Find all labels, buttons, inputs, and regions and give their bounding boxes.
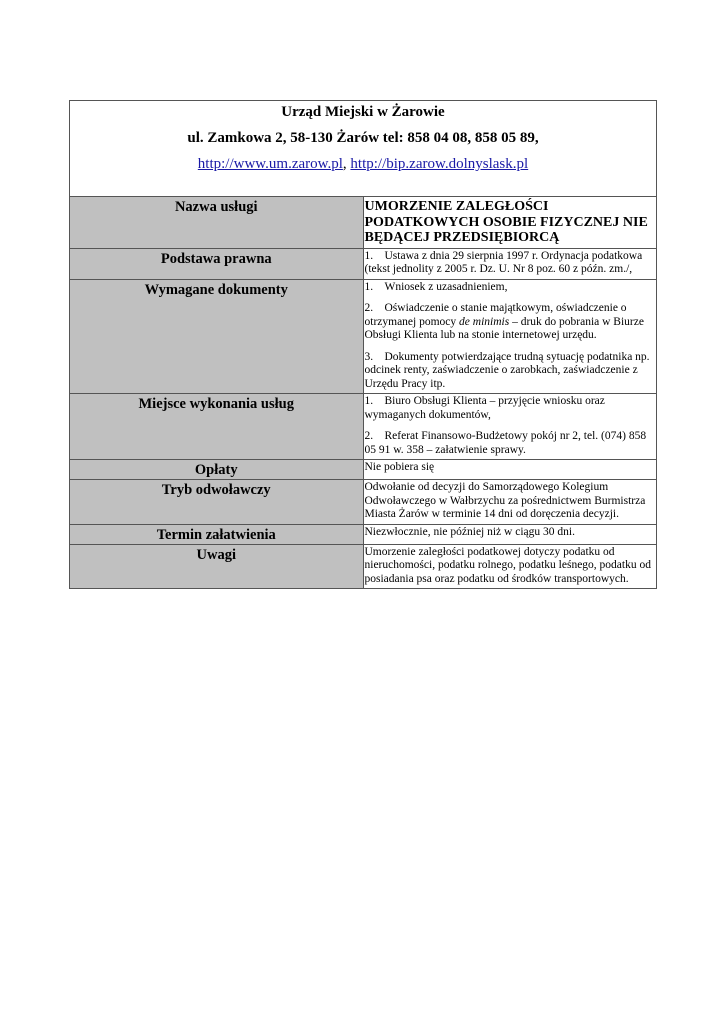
list-item: [365, 395, 655, 422]
row-termin: [70, 524, 657, 544]
item-italic-text: de minimis: [459, 315, 510, 328]
label-oplaty: Opłaty: [70, 460, 364, 480]
link-separator: ,: [342, 156, 351, 172]
item-text: Wniosek z uzasadnieniem,: [384, 280, 508, 293]
list-item: [365, 302, 655, 343]
value-dokumenty: [363, 279, 657, 394]
label-termin: Termin załatwienia: [70, 524, 364, 544]
item-number: 2.: [364, 302, 374, 314]
list-item: [365, 430, 655, 457]
item-number: 1.: [364, 249, 374, 262]
label-uwagi: Uwagi: [70, 544, 364, 589]
item-text: Referat Finansowo-Budżetowy pokój nr 2, tel. (074) 858 05 91 w. 358 – załatwienie sprawy.: [364, 430, 647, 456]
label-dokumenty: Wymagane dokumenty: [70, 279, 364, 394]
website-link[interactable]: http://www.um.zarow.pl: [197, 156, 343, 172]
value-termin: Niezwłocznie, nie później niż w ciągu 30 dni.: [363, 524, 657, 544]
service-card-table: [69, 100, 657, 589]
item-number: 3.: [364, 350, 374, 363]
item-text: – druk do pobrania w Biurze Obsługi Klienta lub na stonie internetowej urzędu.: [364, 315, 644, 341]
item-number: 2.: [364, 430, 374, 442]
row-tryb: [70, 480, 657, 525]
office-header: [70, 101, 657, 197]
row-oplaty: [70, 460, 657, 480]
value-tryb: Odwołanie od decyzji do Samorządowego Kolegium Odwoławczego w Wałbrzychu za pośrednictwem Burmistrza Miasta Żarów w terminie 14 dni od doręczenia decyzji.: [363, 480, 657, 525]
value-nazwa: UMORZENIE ZALEGŁOŚCI PODATKOWYCH OSOBIE FIZYCZNEJ NIE BĘDĄCEJ PRZEDSIĘBIORCĄ: [363, 197, 657, 249]
header-row: [70, 101, 657, 197]
document-page: [69, 100, 657, 589]
item-number: 1.: [364, 280, 374, 293]
office-name: Urząd Miejski w Żarowie: [281, 104, 445, 120]
label-nazwa: Nazwa usługi: [70, 197, 364, 249]
bip-link[interactable]: http://bip.zarow.dolnyslask.pl: [350, 156, 529, 172]
label-miejsce: Miejsce wykonania usług: [70, 394, 364, 460]
row-podstawa: [70, 248, 657, 279]
office-links: [74, 154, 652, 174]
item-text: Biuro Obsługi Klienta – przyjęcie wniosku oraz wymaganych dokumentów,: [364, 395, 605, 421]
office-address: ul. Zamkowa 2, 58-130 Żarów tel: 858 04 08, 858 05 89,: [187, 130, 539, 146]
row-uwagi: [70, 544, 657, 589]
value-oplaty: Nie pobiera się: [363, 460, 657, 480]
list-item: [365, 281, 655, 295]
item-text: Dokumenty potwierdzające trudną sytuację podatnika np. odcinek renty, zaświadczenie o zarobkach, zaświadczenie z Urzędu Pracy itp.: [364, 350, 650, 390]
value-miejsce: [363, 394, 657, 460]
label-tryb: Tryb odwoławczy: [70, 480, 364, 525]
item-text: Ustawa z dnia 29 sierpnia 1997 r. Ordynacja podatkowa (tekst jednolity z 2005 r. Dz. U. Nr 8 poz. 60 z późn. zm./,: [364, 249, 643, 275]
row-dokumenty: [70, 279, 657, 394]
list-item: [365, 351, 655, 392]
row-miejsce: [70, 394, 657, 460]
label-podstawa: Podstawa prawna: [70, 248, 364, 279]
row-nazwa: [70, 197, 657, 249]
item-number: 1.: [364, 395, 374, 407]
value-uwagi: Umorzenie zaległości podatkowej dotyczy podatku od nieruchomości, podatku rolnego, podatku leśnego, podatku od posiadania psa oraz podatku od środków transportowych.: [363, 544, 657, 589]
item-text: Oświadczenie o stanie majątkowym, oświadczenie o otrzymanej pomocy: [364, 302, 627, 328]
value-podstawa: [363, 248, 657, 279]
